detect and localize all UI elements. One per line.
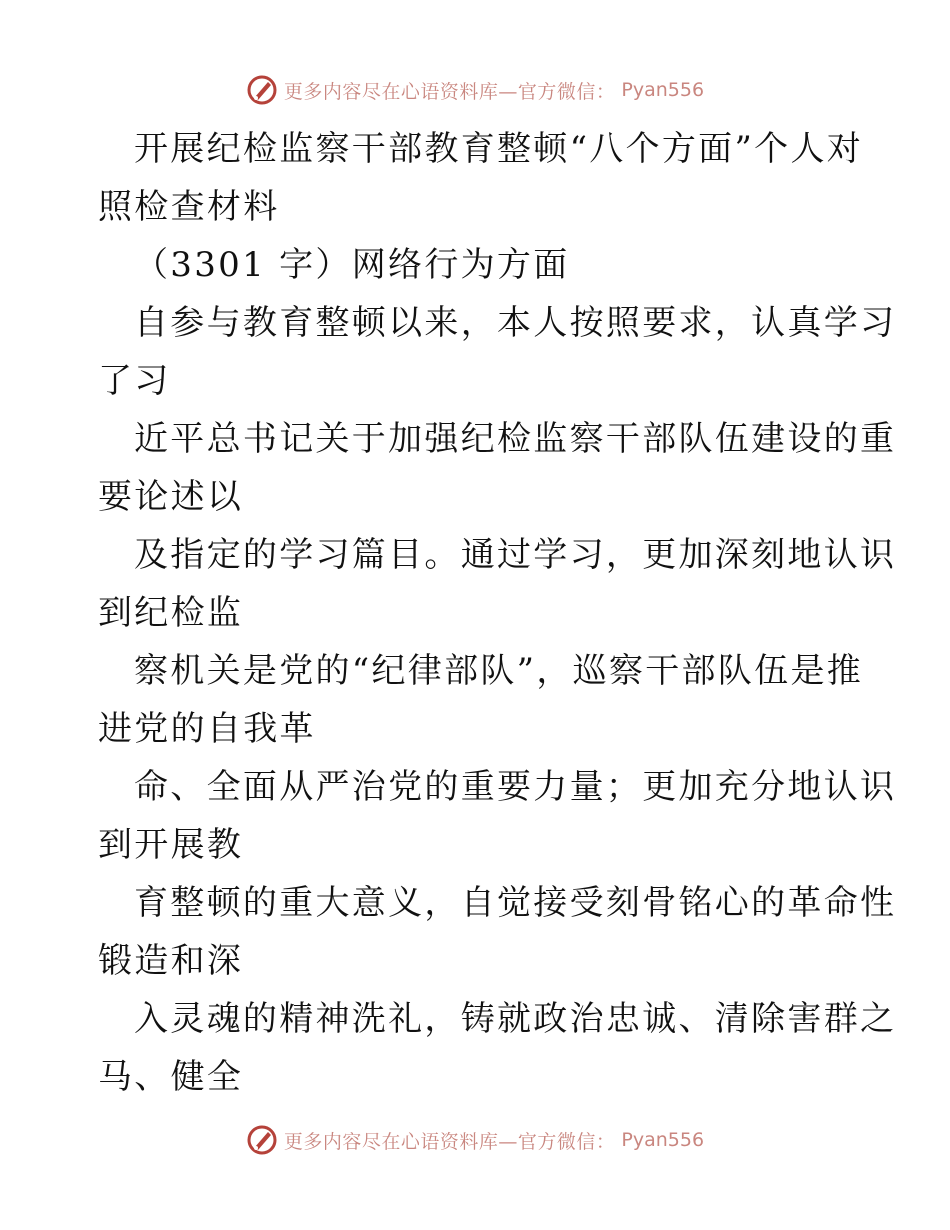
text-line: 命、全面从严治党的重要力量；更加充分地认识 (134, 767, 897, 807)
watermark-text: 更多内容尽在心语资料库—官方微信： (283, 80, 616, 103)
header-watermark (0, 70, 950, 110)
text-line: 开展纪检监察干部教育整顿“八个方面”个人对 (134, 129, 864, 169)
text-line: （3301 字）网络行为方面 (134, 245, 570, 285)
text-line: 育整顿的重大意义，自觉接受刻骨铭心的革命性 (134, 883, 897, 923)
pen-logo-icon (246, 74, 278, 106)
text-line: 马、健全 (98, 1057, 244, 1097)
text-line: 要论述以 (98, 477, 244, 517)
watermark-wechat-id: Pyan556 (621, 1129, 705, 1151)
text-line: 到纪检监 (98, 593, 244, 633)
document-body (98, 120, 897, 1106)
text-line: 近平总书记关于加强纪检监察干部队伍建设的重 (134, 419, 897, 459)
footer-watermark (0, 1120, 950, 1160)
text-line: 锻造和深 (98, 941, 244, 981)
text-line: 察机关是党的“纪律部队”，巡察干部队伍是推 (134, 651, 864, 691)
watermark-wechat-id: Pyan556 (621, 79, 705, 101)
text-line: 入灵魂的精神洗礼，铸就政治忠诚、清除害群之 (134, 999, 897, 1039)
text-line: 进党的自我革 (98, 709, 316, 749)
text-line: 照检查材料 (98, 187, 280, 227)
text-line: 及指定的学习篇目。通过学习，更加深刻地认识 (134, 535, 897, 575)
pen-logo-icon (246, 1124, 278, 1156)
text-line: 到开展教 (98, 825, 244, 865)
watermark-text: 更多内容尽在心语资料库—官方微信： (283, 1130, 616, 1153)
text-line: 自参与教育整顿以来，本人按照要求，认真学习 (134, 303, 897, 343)
text-line: 了习 (98, 361, 171, 401)
